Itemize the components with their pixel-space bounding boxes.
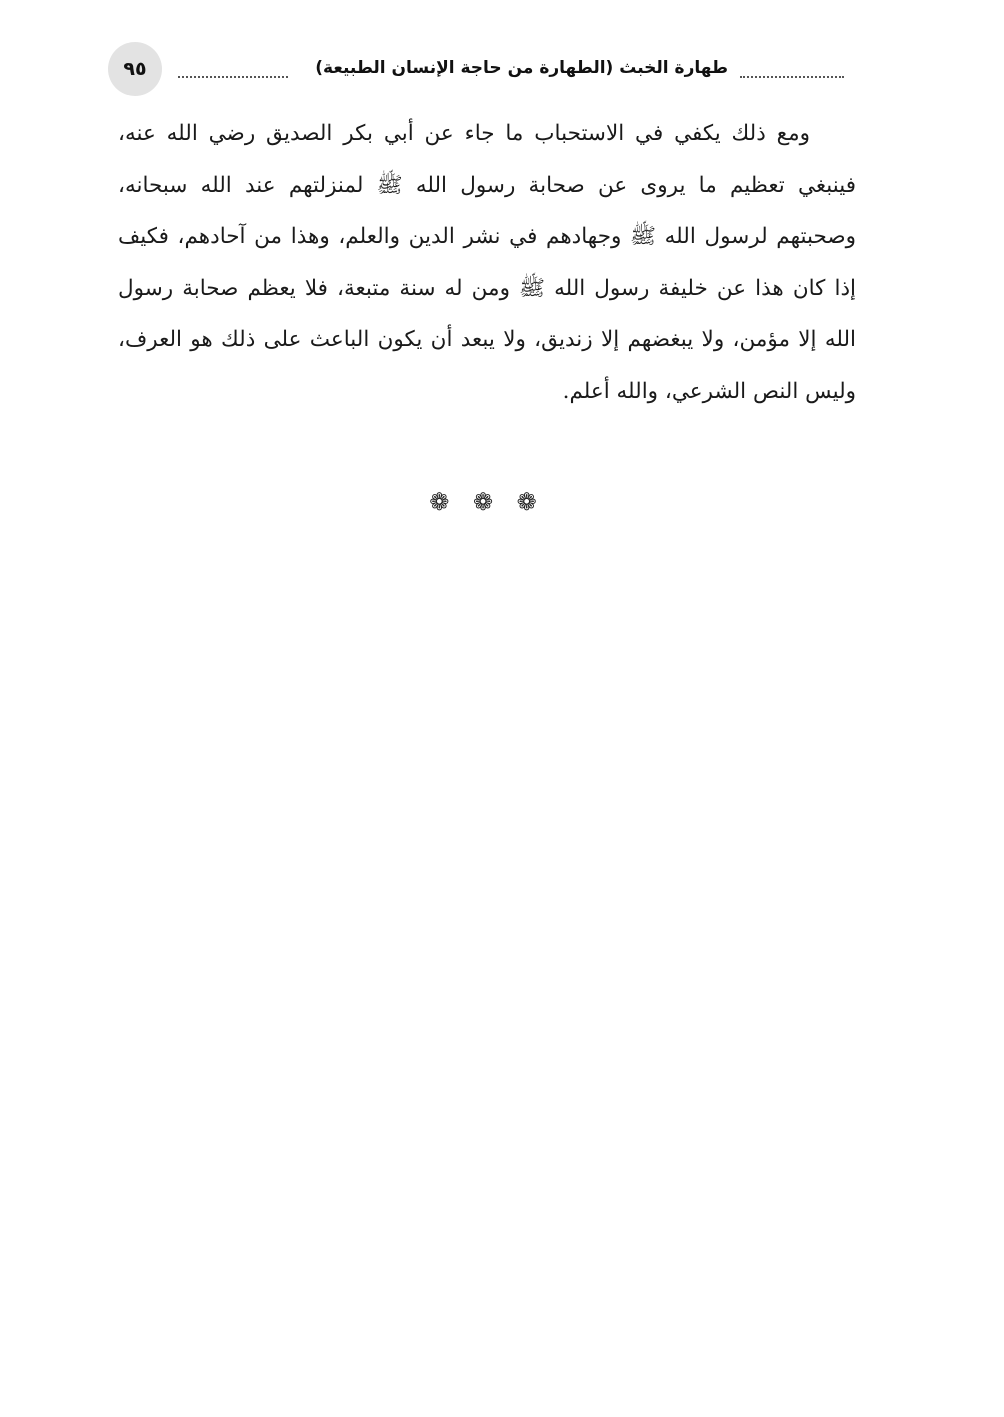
body-text — [118, 108, 856, 417]
page-header — [108, 42, 844, 96]
section-end-ornament: ❁ ❁ ❁ — [429, 488, 545, 516]
paragraph: ومع ذلك يكفي في الاستحباب ما جاء عن أبي بكر الصديق رضي الله عنه، فينبغي تعظيم ما يروى عن صحابة رسول الله ﷺ لمنزلتهم عند الله سبحانه، وصحبتهم لرسول الله ﷺ وجهادهم في نشر الدين والعلم، وهذا من آحادهم، فكيف إذا كان هذا عن خليفة رسول الله ﷺ ومن له سنة متبعة، فلا يعظم صحابة رسول الله إلا مؤمن، ولا يبغضهم إلا زنديق، ولا يبعد أن يكون الباعث على ذلك هو العرف، وليس النص الشرعي، والله أعلم. — [118, 121, 856, 404]
page-number: ٩٥ — [108, 42, 162, 96]
running-title: طهارة الخبث (الطهارة من حاجة الإنسان الطبيعة) — [315, 58, 728, 78]
header-dots-right — [740, 56, 844, 78]
header-dots-left — [178, 56, 288, 78]
